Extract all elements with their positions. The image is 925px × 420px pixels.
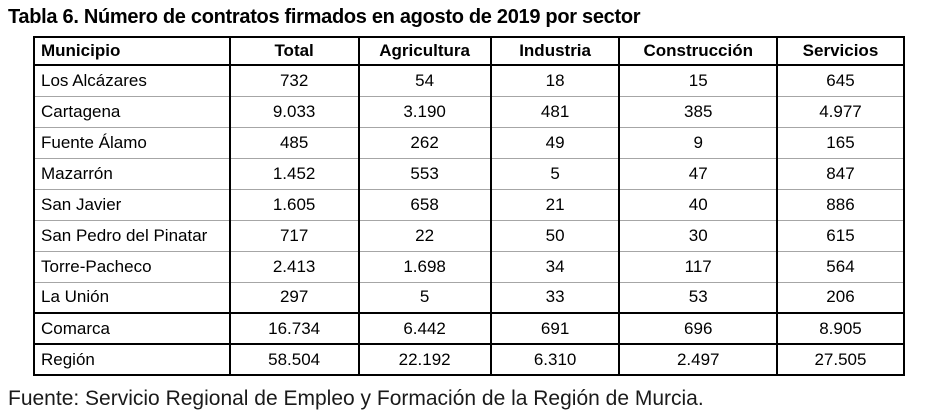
value-cell: 1.698 bbox=[359, 251, 491, 282]
value-cell: 16.734 bbox=[230, 313, 359, 344]
value-cell: 33 bbox=[491, 282, 620, 313]
value-cell: 47 bbox=[619, 158, 776, 189]
value-cell: 6.442 bbox=[359, 313, 491, 344]
value-cell: 2.497 bbox=[619, 344, 776, 375]
table-row bbox=[34, 282, 904, 313]
header-row bbox=[34, 37, 904, 65]
value-cell: 485 bbox=[230, 127, 359, 158]
value-cell: 658 bbox=[359, 189, 491, 220]
value-cell: 117 bbox=[619, 251, 776, 282]
value-cell: 40 bbox=[619, 189, 776, 220]
value-cell: 297 bbox=[230, 282, 359, 313]
value-cell: 1.452 bbox=[230, 158, 359, 189]
value-cell: 30 bbox=[619, 220, 776, 251]
table-row bbox=[34, 65, 904, 96]
table-row bbox=[34, 158, 904, 189]
municipio-cell: Fuente Álamo bbox=[34, 127, 230, 158]
value-cell: 50 bbox=[491, 220, 620, 251]
value-cell: 385 bbox=[619, 96, 776, 127]
value-cell: 53 bbox=[619, 282, 776, 313]
value-cell: 691 bbox=[491, 313, 620, 344]
municipio-cell: La Unión bbox=[34, 282, 230, 313]
value-cell: 49 bbox=[491, 127, 620, 158]
municipio-cell: Comarca bbox=[34, 313, 230, 344]
value-cell: 481 bbox=[491, 96, 620, 127]
table-row bbox=[34, 127, 904, 158]
municipio-cell: Región bbox=[34, 344, 230, 375]
value-cell: 165 bbox=[777, 127, 904, 158]
column-header-1: Total bbox=[230, 37, 359, 65]
value-cell: 22.192 bbox=[359, 344, 491, 375]
contracts-by-sector-table bbox=[33, 36, 905, 376]
value-cell: 886 bbox=[777, 189, 904, 220]
municipio-cell: Cartagena bbox=[34, 96, 230, 127]
column-header-5: Servicios bbox=[777, 37, 904, 65]
table-title: Tabla 6. Número de contratos firmados en agosto de 2019 por sector bbox=[8, 6, 641, 28]
value-cell: 262 bbox=[359, 127, 491, 158]
value-cell: 645 bbox=[777, 65, 904, 96]
value-cell: 696 bbox=[619, 313, 776, 344]
municipio-cell: Mazarrón bbox=[34, 158, 230, 189]
source-note: Fuente: Servicio Regional de Empleo y Formación de la Región de Murcia. bbox=[8, 387, 704, 410]
summary-row bbox=[34, 344, 904, 375]
table-row bbox=[34, 189, 904, 220]
value-cell: 2.413 bbox=[230, 251, 359, 282]
table-row bbox=[34, 251, 904, 282]
value-cell: 615 bbox=[777, 220, 904, 251]
municipio-cell: San Javier bbox=[34, 189, 230, 220]
value-cell: 34 bbox=[491, 251, 620, 282]
value-cell: 21 bbox=[491, 189, 620, 220]
value-cell: 18 bbox=[491, 65, 620, 96]
value-cell: 54 bbox=[359, 65, 491, 96]
value-cell: 717 bbox=[230, 220, 359, 251]
column-header-3: Industria bbox=[491, 37, 620, 65]
value-cell: 564 bbox=[777, 251, 904, 282]
value-cell: 58.504 bbox=[230, 344, 359, 375]
value-cell: 732 bbox=[230, 65, 359, 96]
value-cell: 15 bbox=[619, 65, 776, 96]
value-cell: 6.310 bbox=[491, 344, 620, 375]
table-body bbox=[34, 65, 904, 375]
column-header-2: Agricultura bbox=[359, 37, 491, 65]
table-head bbox=[34, 37, 904, 65]
summary-row bbox=[34, 313, 904, 344]
municipio-cell: Los Alcázares bbox=[34, 65, 230, 96]
value-cell: 3.190 bbox=[359, 96, 491, 127]
value-cell: 9.033 bbox=[230, 96, 359, 127]
table-row bbox=[34, 96, 904, 127]
value-cell: 206 bbox=[777, 282, 904, 313]
value-cell: 847 bbox=[777, 158, 904, 189]
value-cell: 22 bbox=[359, 220, 491, 251]
column-header-4: Construcción bbox=[619, 37, 776, 65]
municipio-cell: Torre-Pacheco bbox=[34, 251, 230, 282]
value-cell: 1.605 bbox=[230, 189, 359, 220]
value-cell: 5 bbox=[359, 282, 491, 313]
table-row bbox=[34, 220, 904, 251]
value-cell: 9 bbox=[619, 127, 776, 158]
value-cell: 4.977 bbox=[777, 96, 904, 127]
column-header-0: Municipio bbox=[34, 37, 230, 65]
value-cell: 5 bbox=[491, 158, 620, 189]
value-cell: 553 bbox=[359, 158, 491, 189]
value-cell: 27.505 bbox=[777, 344, 904, 375]
municipio-cell: San Pedro del Pinatar bbox=[34, 220, 230, 251]
value-cell: 8.905 bbox=[777, 313, 904, 344]
